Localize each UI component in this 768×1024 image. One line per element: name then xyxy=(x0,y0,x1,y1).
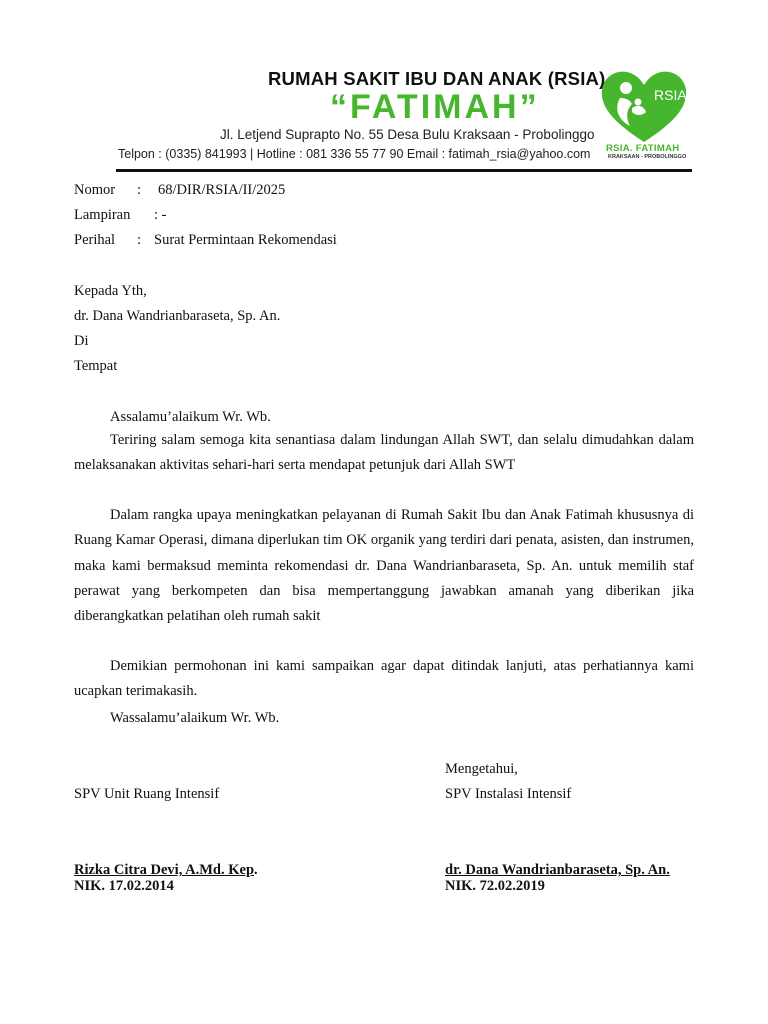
mengetahui-label: Mengetahui, xyxy=(445,761,518,777)
letterhead xyxy=(0,0,768,176)
nomor-value: 68/DIR/RSIA/II/2025 xyxy=(158,182,286,198)
recipient-salutation: Kepada Yth, xyxy=(74,283,147,299)
closing-greeting: Wassalamu’alaikum Wr. Wb. xyxy=(110,710,280,726)
left-signatory-title: SPV Unit Ruang Intensif xyxy=(74,786,220,802)
hospital-contact: Telpon : (0335) 841993 | Hotline : 081 336 55 77 90 Email : fatimah_rsia@yahoo.com xyxy=(118,147,591,161)
lampiran-label: Lampiran xyxy=(74,207,131,223)
recipient-place: Tempat xyxy=(74,358,118,374)
left-signatory-name-suffix: . xyxy=(254,862,258,878)
logo-text: RSIA xyxy=(654,87,687,103)
recipient-name: dr. Dana Wandrianbaraseta, Sp. An. xyxy=(74,308,281,324)
right-signatory-nik: NIK. 72.02.2019 xyxy=(445,878,545,894)
perihal-value: Surat Permintaan Rekomendasi xyxy=(154,232,337,248)
right-signatory-name: dr. Dana Wandrianbaraseta, Sp. An. xyxy=(445,862,670,878)
left-signatory-nik: NIK. 17.02.2014 xyxy=(74,878,174,894)
hospital-brand: “FATIMAH” xyxy=(330,88,540,126)
perihal-separator: : xyxy=(137,232,142,248)
header-divider xyxy=(116,169,692,172)
nomor-separator: : xyxy=(137,182,142,198)
paragraph-3: Demikian permohonan ini kami sampaikan agar dapat ditindak lanjuti, atas perhatiannya kami ucapkan terimakasih. xyxy=(74,658,694,700)
hospital-address: Jl. Letjend Suprapto No. 55 Desa Bulu Kraksaan - Probolinggo xyxy=(220,127,595,142)
perihal-label: Perihal xyxy=(74,232,116,248)
recipient-di: Di xyxy=(74,333,89,349)
left-signatory-name: Rizka Citra Devi, A.Md. Kep xyxy=(74,862,255,878)
hospital-name: RUMAH SAKIT IBU DAN ANAK (RSIA) xyxy=(268,68,606,89)
lampiran-value: : - xyxy=(154,207,167,223)
greeting: Assalamu’alaikum Wr. Wb. xyxy=(110,409,271,425)
nomor-label: Nomor xyxy=(74,182,116,198)
logo-caption: RSIA. FATIMAH xyxy=(606,143,680,154)
paragraph-2: Dalam rangka upaya meningkatkan pelayanan di Rumah Sakit Ibu dan Anak Fatimah khususnya di Ruang Kamar Operasi, dimana diperlukan tim OK organik yang terdiri dari penata, asisten, dan instrumen, maka kami bermaksud meminta rekomendasi dr. Dana Wandrianbaraseta, Sp. An. untuk memilih staf perawat yang berkompeten dan bisa mempertanggung jawabkan amanah yang diberikan jika diberangkatkan pelatihan oleh rumah sakit xyxy=(74,507,694,625)
right-signatory-title: SPV Instalasi Intensif xyxy=(445,786,572,802)
logo-subcaption: KRAKSAAN - PROBOLINGGO xyxy=(608,154,687,160)
paragraph-1: Teriring salam semoga kita senantiasa dalam lindungan Allah SWT, dan selalu dimudahkan dalam melaksanakan aktivitas sehari-hari serta mendapat petunjuk dari Allah SWT xyxy=(74,432,694,474)
